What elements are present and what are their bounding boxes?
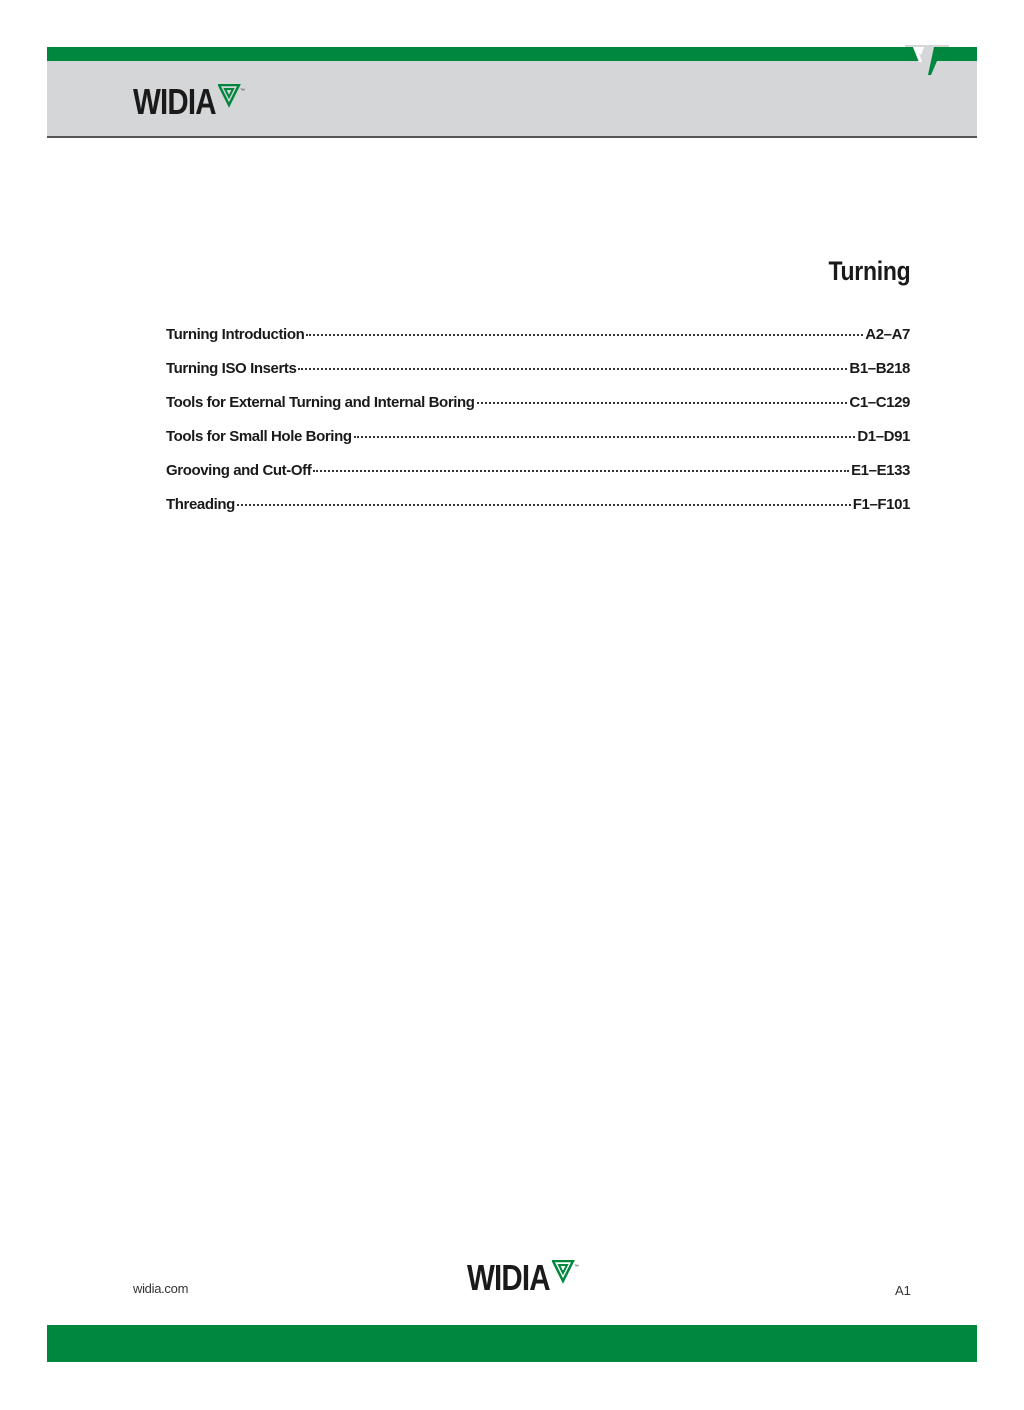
table-of-contents [166, 326, 910, 530]
toc-pages: F1–F101 [852, 496, 910, 513]
toc-pages: A2–A7 [865, 326, 910, 343]
widia-triangle-icon [218, 84, 246, 108]
toc-row[interactable] [166, 326, 910, 360]
dot-leader [306, 334, 863, 336]
dot-leader [354, 436, 856, 438]
toc-label: Tools for External Turning and Internal Boring [166, 394, 475, 411]
page-title: Turning [828, 256, 910, 286]
toc-label: Tools for Small Hole Boring [166, 428, 352, 445]
trademark: ™ [239, 88, 245, 94]
toc-row[interactable] [166, 462, 910, 496]
toc-label: Turning Introduction [166, 326, 305, 343]
header-green-bar [47, 47, 977, 61]
header-logo [133, 81, 246, 122]
widia-triangle-icon [552, 1260, 580, 1284]
dot-leader [237, 504, 851, 506]
page-number: A1 [895, 1283, 911, 1298]
toc-pages: B1–B218 [849, 360, 910, 377]
toc-pages: C1–C129 [849, 394, 910, 411]
toc-row[interactable] [166, 394, 910, 428]
logo-wordmark: WIDIA [467, 1257, 550, 1298]
toc-row[interactable] [166, 360, 910, 394]
logo-wordmark: WIDIA [133, 81, 216, 122]
footer-green-bar [47, 1325, 977, 1362]
toc-pages: D1–D91 [857, 428, 910, 445]
dot-leader [313, 470, 849, 472]
footer-logo [467, 1257, 580, 1298]
toc-label: Grooving and Cut-Off [166, 462, 312, 479]
trademark: ™ [573, 1264, 579, 1270]
toc-label: Turning ISO Inserts [166, 360, 297, 377]
dot-leader [298, 368, 847, 370]
header-notch-icon [905, 45, 949, 79]
dot-leader [477, 402, 848, 404]
toc-row[interactable] [166, 496, 910, 530]
toc-label: Threading [166, 496, 235, 513]
footer-url[interactable]: widia.com [133, 1281, 189, 1296]
toc-row[interactable] [166, 428, 910, 462]
toc-pages: E1–E133 [851, 462, 910, 479]
